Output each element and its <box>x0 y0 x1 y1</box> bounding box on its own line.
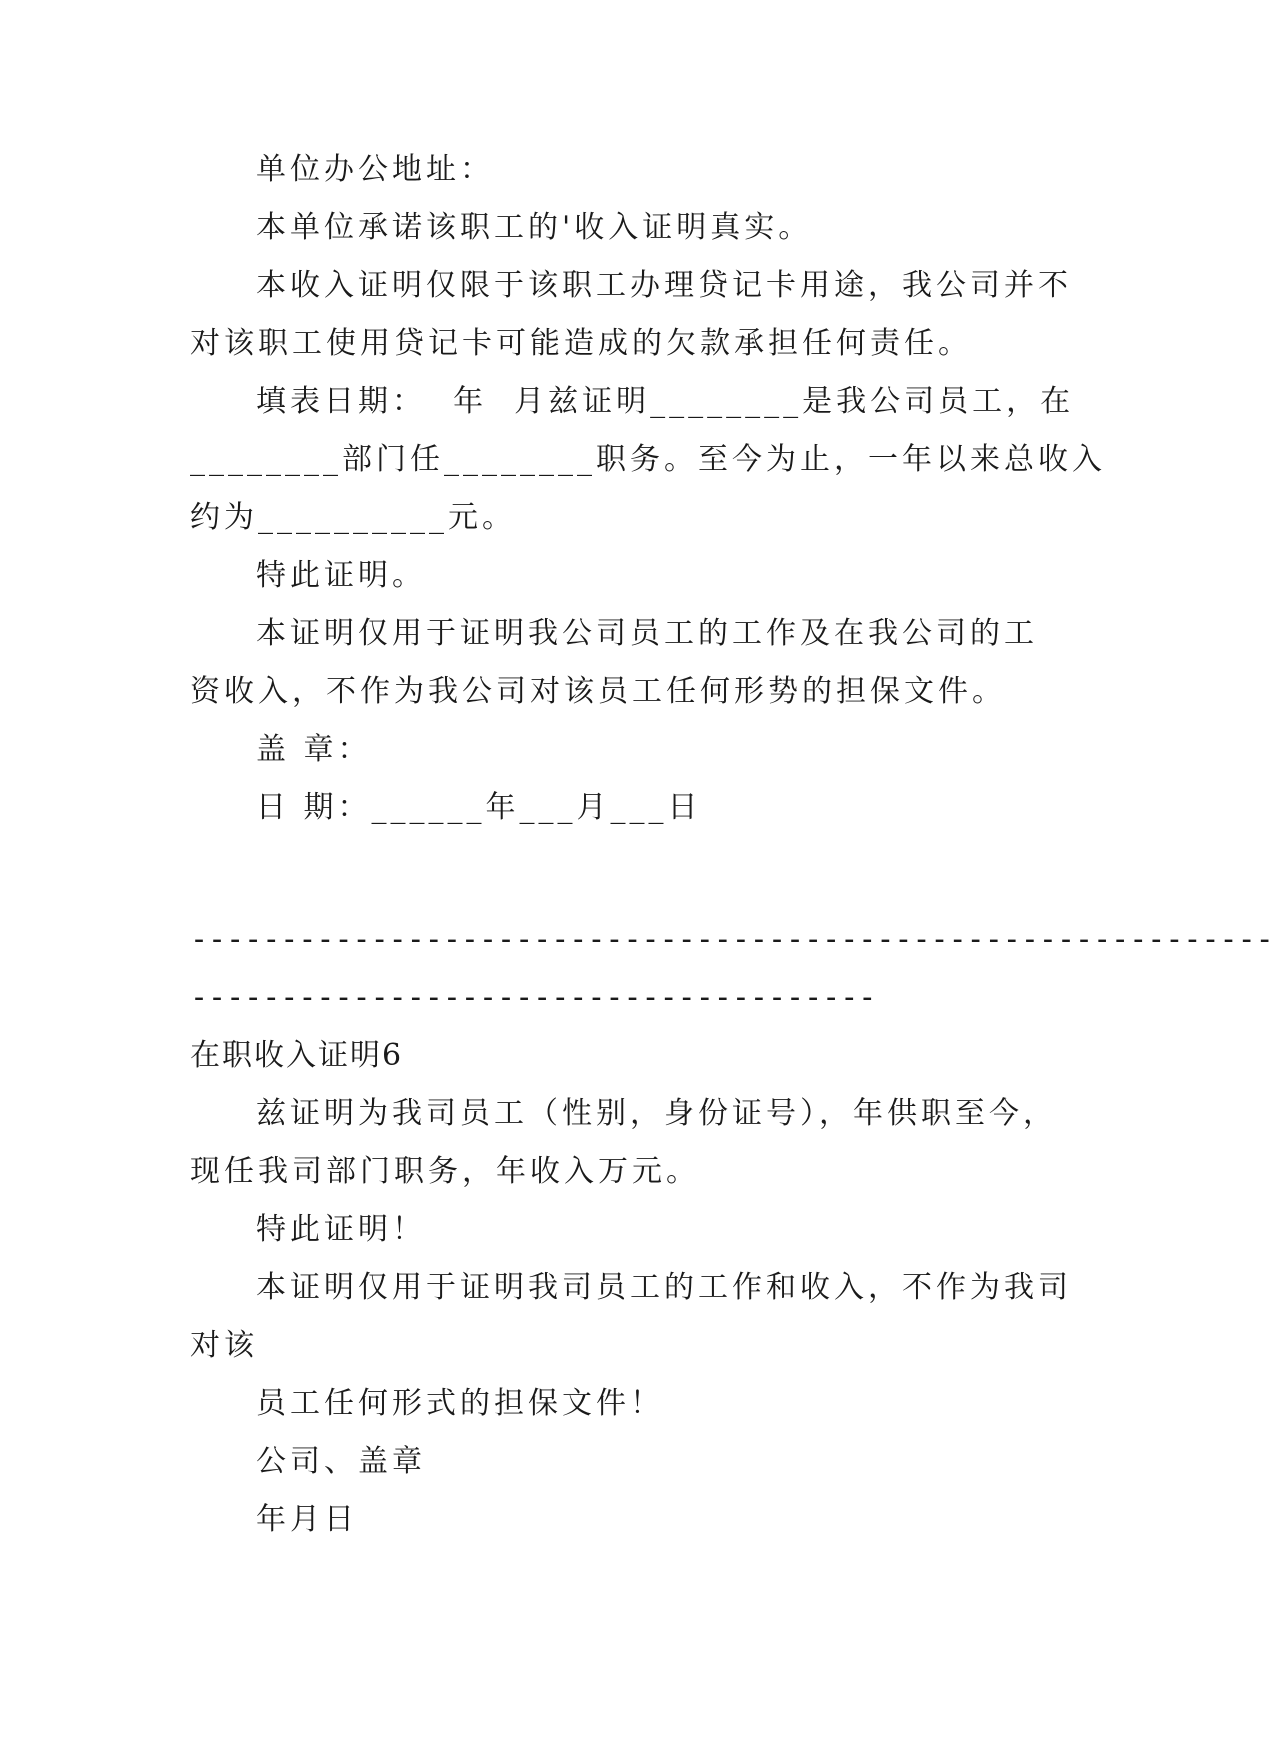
seal-line: 盖 章： <box>256 732 372 767</box>
office-address-line: 单位办公地址： <box>256 152 494 187</box>
cert6-company-seal: 公司、盖章 <box>256 1444 426 1479</box>
hereby-certify-line: 特此证明。 <box>256 558 426 593</box>
usage-line-1: 本收入证明仅限于该职工办理贷记卡用途，我公司并不 <box>256 268 1072 303</box>
purpose-line-2: 资收入，不作为我公司对该员工任何形势的担保文件。 <box>190 674 1006 709</box>
separator-line-1: ------------------------------------------------------------ <box>190 922 1274 957</box>
cert6-purpose-3: 员工任何形式的担保文件！ <box>256 1386 664 1421</box>
cert6-purpose-2: 对该 <box>190 1328 258 1363</box>
income-line: 约为__________元。 <box>190 500 516 535</box>
date-line: 日 期：______年___月___日 <box>256 790 702 825</box>
purpose-line-1: 本证明仅用于证明我公司员工的工作及在我公司的工 <box>256 616 1038 651</box>
cert6-purpose-1: 本证明仅用于证明我司员工的工作和收入，不作为我司 <box>256 1270 1072 1305</box>
department-line: ________部门任________职务。至今为止，一年以来总收入 <box>190 442 1106 477</box>
fill-date-line: 填表日期： 年 月兹证明________是我公司员工，在 <box>256 384 1075 419</box>
usage-line-2: 对该职工使用贷记卡可能造成的欠款承担任何责任。 <box>190 326 972 361</box>
separator-line-2: -------------------------------------- <box>190 980 877 1015</box>
cert6-line-1: 兹证明为我司员工（性别，身份证号），年供职至今， <box>256 1096 1057 1131</box>
cert6-hereby: 特此证明！ <box>256 1212 426 1247</box>
section-heading: 在职收入证明6 <box>190 1038 404 1073</box>
cert6-date: 年月日 <box>256 1502 358 1537</box>
cert6-line-2: 现任我司部门职务，年收入万元。 <box>190 1154 700 1189</box>
commitment-line: 本单位承诺该职工的'收入证明真实。 <box>256 210 813 245</box>
